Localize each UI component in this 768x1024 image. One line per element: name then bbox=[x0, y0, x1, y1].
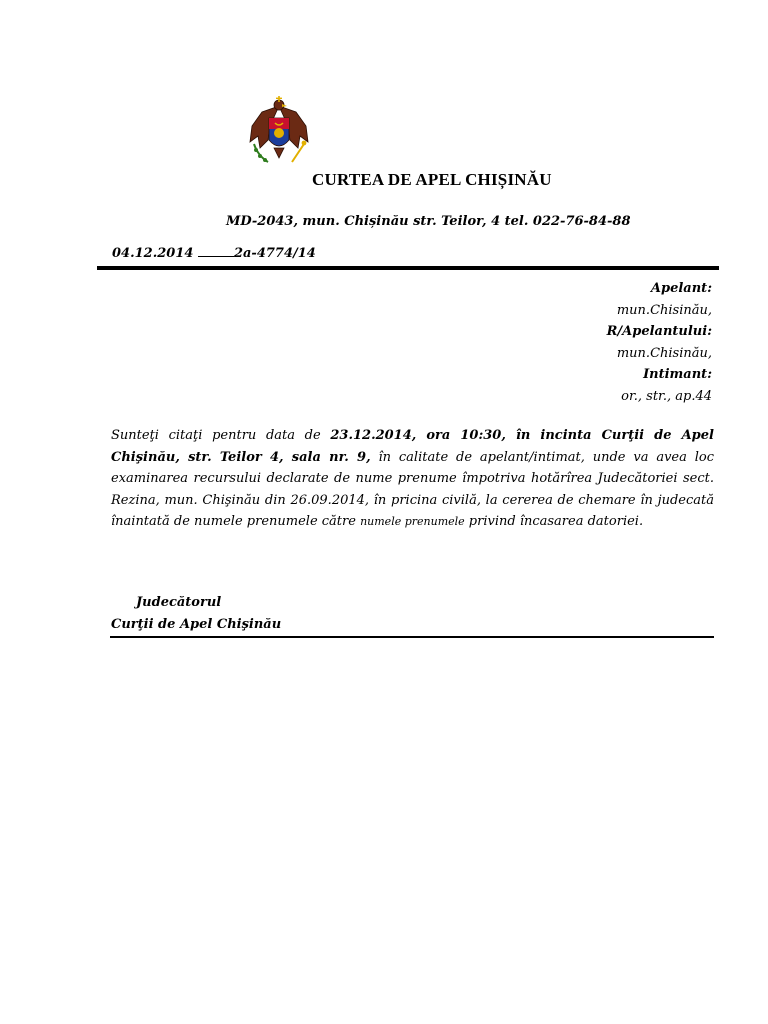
party-label-apelant: Apelant: bbox=[650, 281, 712, 296]
party-value-intimant: or., str., ap.44 bbox=[621, 388, 712, 404]
court-address: MD-2043, mun. Chișinău str. Teilor, 4 tel. 022-76-84-88 bbox=[226, 214, 631, 229]
coat-of-arms-emblem bbox=[240, 96, 318, 170]
summons-text-3: privind încasarea datoriei. bbox=[464, 514, 644, 530]
summons-text-2: în calitate de apelant/intimat, unde va avea loc examinarea recursului declarate de nume prenume împotriva hotărîrea Judecătoriei sect. Rezina, mun. Chişinău din 26.09.2014, în pricina civilă, la cererea de chemare în judecată înaintată de numele prenumele către bbox=[111, 449, 714, 530]
signature-title: Judecătorul bbox=[136, 595, 222, 610]
signature-court: Curţii de Apel Chişinău bbox=[111, 617, 282, 632]
signature-divider bbox=[110, 636, 714, 638]
court-title: CURTEA DE APEL CHIȘINĂU bbox=[312, 170, 552, 189]
party-label-reprezentant: R/Apelantului: bbox=[606, 324, 712, 339]
header-divider bbox=[97, 266, 719, 270]
summons-defendant-name: numele prenumele bbox=[360, 515, 465, 529]
document-reference bbox=[112, 245, 316, 261]
party-value-apelant: mun.Chisinău, bbox=[616, 302, 712, 318]
summons-date-location: 23.12.2014, ora 10:30, în incinta Curţii de Apel Chişinău, str. Teilor 4, sala nr. 9, bbox=[111, 428, 714, 465]
document-date: 04.12.2014 bbox=[112, 246, 194, 261]
parties-block bbox=[607, 278, 712, 407]
reference-blank-line bbox=[198, 245, 234, 257]
party-value-reprezentant: mun.Chisinău, bbox=[616, 345, 712, 361]
summons-text-1: Sunteţi citaţi pentru data de bbox=[111, 428, 331, 443]
summons-paragraph bbox=[111, 425, 714, 533]
case-number: 2a-4774/14 bbox=[233, 246, 316, 261]
party-label-intimant: Intimant: bbox=[643, 367, 712, 382]
